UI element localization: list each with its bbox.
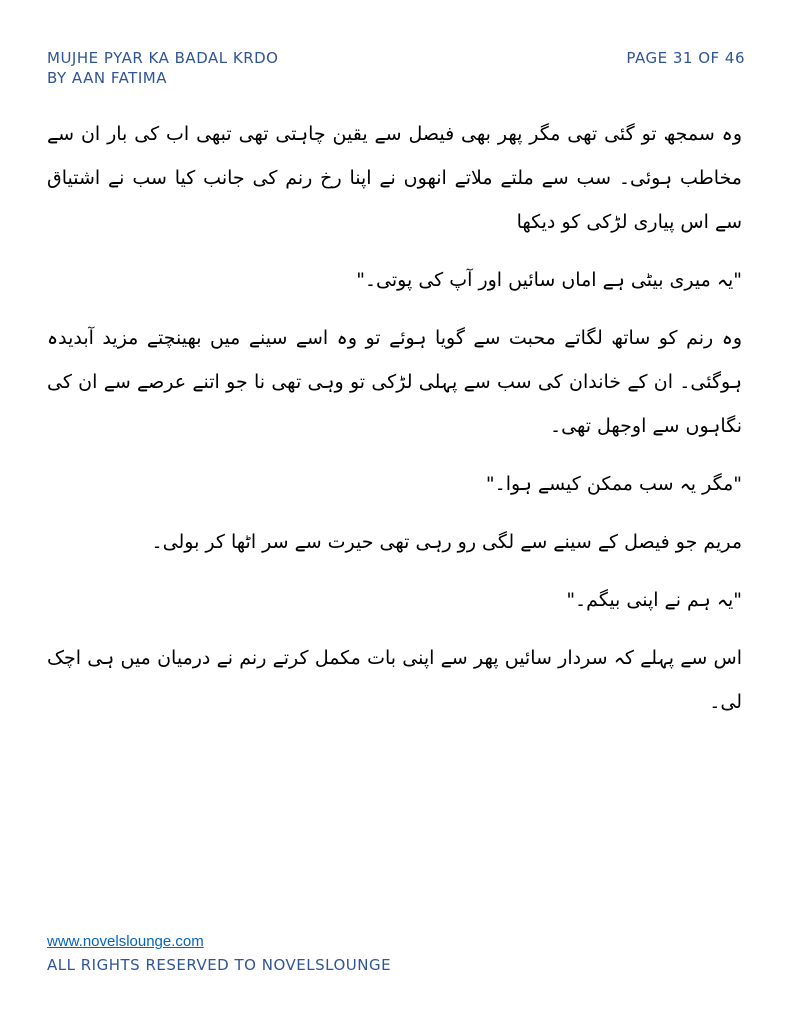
page-number: PAGE 31 OF 46 [626,49,745,67]
paragraph: وہ رنم کو ساتھ لگاتے محبت سے گویا ہوئے تو وہ اسے سینے میں بھینچتے مزید آبدیدہ ہوگئی۔ ان کے خاندان کی سب سے پہلی لڑکی تو وہی تھی نا جو اتنے عرصے سے ان کی نگاہوں سے اوجھل تھی۔ [47,327,742,437]
novel-title: MUJHE PYAR KA BADAL KRDO [47,49,279,67]
page-header [47,48,278,88]
paragraph: وہ سمجھ تو گئی تھی مگر پھر بھی فیصل سے یقین چاہتی تھی تبھی اب کی بار ان سے مخاطب ہوئی۔ سب سے ملتے ملاتے انھوں نے اپنا رخ رنم کی جانب کیا سب نے اشتیاق سے اس پیاری لڑکی کو دیکھا [47,123,742,233]
paragraph: "یہ ہم نے اپنی بیگم۔" [566,589,742,611]
paragraph: اس سے پہلے کہ سردار سائیں پھر سے اپنی بات مکمل کرتے رنم نے درمیان میں ہی اچک لی۔ [47,647,742,713]
paragraph: "یہ میری بیٹی ہے اماں سائیں اور آپ کی پوتی۔" [356,269,742,291]
story-body [47,112,742,724]
author-name: BY AAN FATIMA [47,69,167,87]
website-link[interactable]: www.novelslounge.com [47,933,204,950]
paragraph: مریم جو فیصل کے سینے سے لگی رو رہی تھی حیرت سے سر اٹھا کر بولی۔ [151,531,742,553]
paragraph: "مگر یہ سب ممکن کیسے ہوا۔" [485,473,742,495]
copyright-notice: ALL RIGHTS RESERVED TO NOVELSLOUNGE [47,956,392,974]
